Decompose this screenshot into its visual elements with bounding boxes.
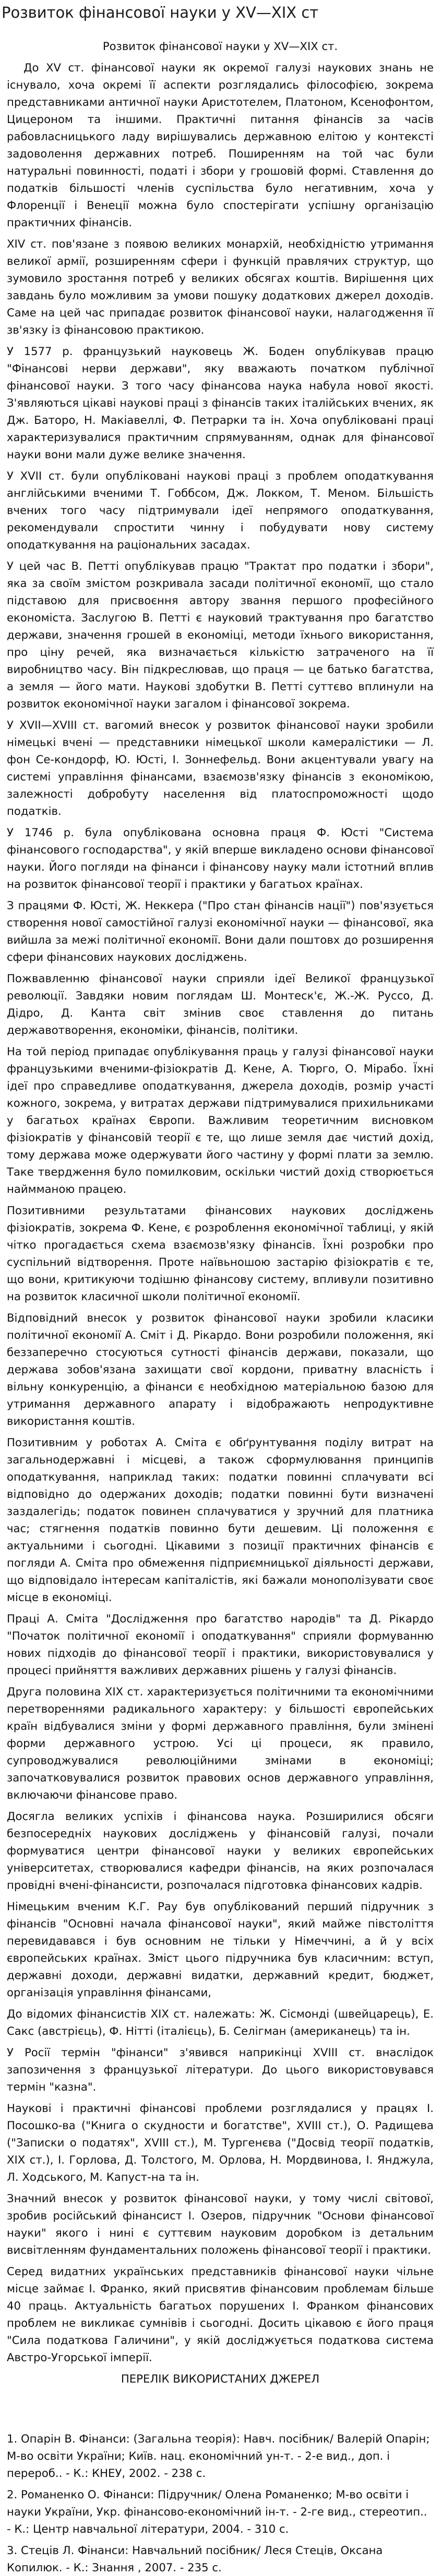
paragraph: XIV ст. пов'язане з появою великих монархій, необхідністю утримання великої армії, розширенням сфери і функцій правлячих структур, що зумовило зростання потреб у великих обсягах коштів. Вирішення цих завдань було можливим за умови пошуку додаткових джерел доходів. Саме на цей час припадає розвиток фінансової науки, налагодження її зв'язку із фінансовою практикою. xyxy=(7,237,434,336)
paragraph: Пожвавленню фінансової науки сприяли ідеї Великої французької революції. Завдяки новим поглядам Ш. Монтеск'є, Ж.-Ж. Руссо, Д. Дідро, Д. Канта світ змінив своє ставлення до питань державотворення, економіки, фінансів, політики. xyxy=(7,972,434,1036)
paragraph: До XV ст. фінансової науки як окремої галузі наукових знань не існувало, хоча окремі її аспекти розглядались філософією, зокрема представниками античної науки Аристотелем, Платоном, Ксенофонтом, Цицероном та іншими. Практичні питання фінансів за часів рабовласницького ладу вирішувались державною елітою у контексті задоволення державних потреб. Поширенням на той час були натуральні повинності, податі і збори у грошовій формі. Ставлення до податків більшості членів суспільства було негативним, хоча у Флоренції і Венеції можна було спостерігати успішну організацію практичних фінансів. xyxy=(7,61,434,229)
references-heading: ПЕРЕЛІК ВИКОРИСТАНИХ ДЖЕРЕЛ xyxy=(121,2372,320,2385)
paragraph: Наукові і практичні фінансові проблеми розглядалися у працях І. Посошко-ва ("Книга о скудности и богатстве", XVIII ст.), О. Радищева ("Записки о податях", XVIII ст.), М. Тургенєва ("Досвід теорії податків, XIX ст.), І. Горлова, Д. Толстого, М. Орлова, Н. Мордвинова, І. Янджула, Л. Ходського, М. Капуст-на та ін. xyxy=(7,2102,434,2183)
paragraph: У XVII—XVIII ст. вагомий внесок у розвиток фінансової науки зробили німецькі вчені — представники німецької школи камералістики — Л. фон Се-кондорф, Ю. Юсті, І. Зоннефельд. Вони акцентували увагу на системі управління фінансами, взаємозв'язку фінансів з економікою, залежності добробуту населення від платоспроможності щодо податків. xyxy=(7,718,434,817)
paragraph: Позитивним у роботах А. Сміта є обґрунтування поділу витрат на загальнодержавні і місцеві, а також сформулювання принципів оподаткування, наприклад таких: податки повинні сплачувати всі відповідно до одержаних доходів; податки повинні бути визначені заздалегідь; податок повинен сплачуватися у зручний для платника час; стягнення податків повинно бути дешевим. Ці положення є актуальними і сьогодні. Цікавими з позиції практичних фінансів є погляди А. Сміта про обмеження підприємницької діяльності держави, що відповідало інтересам капіталістів, які бажали монополізувати своє місце в економіці. xyxy=(7,1436,434,1604)
paragraph: З працями Ф. Юсті, Ж. Неккера ("Про стан фінансів нації") пов'язується створення нової самостійної галузі економічної науки — фінансової, яка вийшла за межі політичної економії. Вони дали поштовх до розширення сфери фінансових наукових досліджень. xyxy=(7,899,434,963)
paragraph: Друга половина XIX ст. характеризується політичними та економічними перетвореннями радикального характеру: у більшості європейських країн відбувалися зміни у формі державного правління, були змінені форми державного устрою. Усі ці процеси, як правило, супроводжувалися революційними змінами в економіці; започатковувалися розвиток правових основ державного управління, включаючи фінансове право. xyxy=(7,1685,434,1801)
paragraph: До відомих фінансистів XIX ст. належать: Ж. Сісмонді (швейцарець), Е. Сакс (австрієць), Ф. Нітті (італієць), Б. Селігман (американець) та ін. xyxy=(7,2007,434,2037)
article-body xyxy=(0,22,442,2576)
paragraph: Значний внесок у розвиток фінансової науки, у тому числі світової, зробив російський фінансист І. Озеров, підручник "Основи фінансової науки" якого і нині є суттєвим науковим доробком із детальним висвітленням фундаментальних положень фінансової теорії і практики. xyxy=(7,2192,434,2256)
references-list xyxy=(7,2430,434,2576)
paragraph: На той період припадає опублікування праць у галузі фінансової науки французькими вченими-фізіократів Д. Кене, А. Тюрго, О. Мірабо. Їхні ідеї про справедливе оподаткування, джерела доходів, розмір участі кожного, зокрема, у витратах держави підтримувалися прихильниками у багатьох країнах Європи. Важливим теоретичним висновком фізіократів у фінансовій теорії є те, що лише земля дає чистий дохід, тому держава може одержувати його частину у формі плати за землю. Таке твердження було помилковим, оскільки чистий дохід створюється наймманою працею. xyxy=(7,1045,434,1195)
paragraph: Досягла великих успіхів і фінансова наука. Розширилися обсяги безпосередніх наукових досліджень у фінансовій галузі, почали формуватися центри фінансової науки у великих європейських університетах, створювалися кафедри фінансів, на яких розпочалася провідні вчені-фінансисти, розпочалася підготовка фінансових кадрів. xyxy=(7,1810,434,1891)
paragraph: Праці А. Сміта "Дослідження про багатство народів" та Д. Рікардо "Початок політичної економії і оподаткування" сприяли формуванню нових підходів до фінансової теорії і практики, використовувалися у процесі прийняття важливих державних рішень у галузі фінансів. xyxy=(7,1612,434,1677)
reference-item: 3. Стеців Л. Фінанси: Навчальний посібник/ Леся Стеців, Оксана Копилюк. - К.: Знання , 2007. - 235 с. xyxy=(7,2544,383,2574)
article-subtitle: Розвиток фінансової науки у XV—XIX ст. xyxy=(102,40,338,53)
reference-item: 1. Опарін В. Фінанси: (Загальна теорія): Навч. посібник/ Валерій Опарін; М-во освіти України; Київ. нац. економічний ун-т. - 2-е вид., доп. і перероб.. - К.: КНЕУ, 2002. - 238 с. xyxy=(7,2432,430,2480)
paragraph: У XVII ст. були опубліковані наукові праці з проблем оподаткування англійськими вченими Т. Гоббсом, Дж. Локком, Т. Меном. Більшість вчених того часу підтримували ідеї непрямого оподаткування, рекомендували спростити чинну і побудувати нову систему оподаткування на раціональних засадах. xyxy=(7,469,434,551)
paragraph: Відповідний внесок у розвиток фінансової науки зробили класики політичної економії А. Сміт і Д. Рікардо. Вони розробили положення, які беззаперечно стосуються сутності фінансів держави, показали, що держава зобов'язана захищати свої кордони, приватну власність і вільну конкуренцію, а фінанси є необхідною матеріальною базою для утримання державного апарату і відображають непродуктивне використання коштів. xyxy=(7,1311,434,1427)
page-title: Розвиток фінансової науки у XV—XIX ст xyxy=(2,4,319,21)
paragraph: У Росії термін "фінанси" з'явився наприкінці XVIII ст. внаслідок запозичення з французької літератури. До цього використовувався термін "казна". xyxy=(7,2046,434,2093)
paragraph: У 1746 р. була опублікована основна праця Ф. Юсті "Система фінансового господарства", у якій вперше викладено основи фінансової науки. Його погляди на фінанси і фінансову науку мали істотний вплив на розвиток фінансової теорії і практики у багатьох країнах. xyxy=(7,826,434,890)
reference-item: 2. Романенко О. Фінанси: Підручник/ Олена Романенко; М-во освіти і науки України, Укр. фінансово-економічний ін-т. - 2-ге вид., стереотип.. - К.: Центр навчальної літератури, 2004. - 310 с. xyxy=(7,2488,427,2535)
paragraph: У цей час В. Петті опублікував працю "Трактат про податки і збори", яка за своїм змістом розкривала засади політичної економії, що стало підставою для присвоєння автору звання першого професійного економіста. Заслугою В. Петті є науковий трактування про багатство держави, значення грошей в економіці, методи їхнього використання, про ціну речей, яка визначається кількістю затраченого на її виробництво часу. Він підкреслював, що праця — це батько багатства, а земля — його мати. Наукові здобутки В. Петті суттєво вплинули на розвиток економічної науки загалом і фінансової зокрема. xyxy=(7,559,434,710)
paragraph: Німецьким вченим К.Г. Рау був опублікований перший підручник з фінансів "Основні начала фінансової науки", який майже півстоліття перевидавався і був основним не тільки у Німеччині, а й у всіх європейських країнах. Зміст цього підручника був класичним: вступ, державні доходи, державні видатки, державний кредит, бюджет, організація управління фінансами, xyxy=(7,1900,434,1999)
paragraph: У 1577 р. французький науковець Ж. Боден опублікував працю "Фінансові нерви держави", яку вважають початком публічної фінансової науки. З того часу фінансова наука набула нової якості. З'являються цікаві наукові праці з фінансів таких італійських вчених, як Дж. Баторо, Н. Макіавеллі, Ф. Петрарки та ін. Хоча опубліковані праці характеризувалися практичним спрямуванням, однак для фінансової науки вони мали дуже велике значення. xyxy=(7,345,434,461)
paragraph: Позитивними результатами фінансових наукових досліджень фізіократів, зокрема Ф. Кене, є розроблення економічної таблиці, у якій чітко прогадається схема взаємозв'язку фінансів. Їхні розробки про суспільний відтворення. Проте наївьношою застарію фізіократів є те, що вони, критикуючи тодішню фінансову систему, впливули позитивно на розвиток класичної школи політичної економії. xyxy=(7,1204,434,1303)
paragraph: Серед видатних українських представників фінансової науки чільне місце займає І. Франко, який присвятив фінансовим проблемам більше 40 праць. Актуальність багатьох порушених І. Франком фінансових проблем не викликає сумнівів і сьогодні. Досить цікавою є його праця "Сила податкова Галичини", у якій досліджується податкова система Австро-Угорської імперії. xyxy=(7,2265,434,2364)
